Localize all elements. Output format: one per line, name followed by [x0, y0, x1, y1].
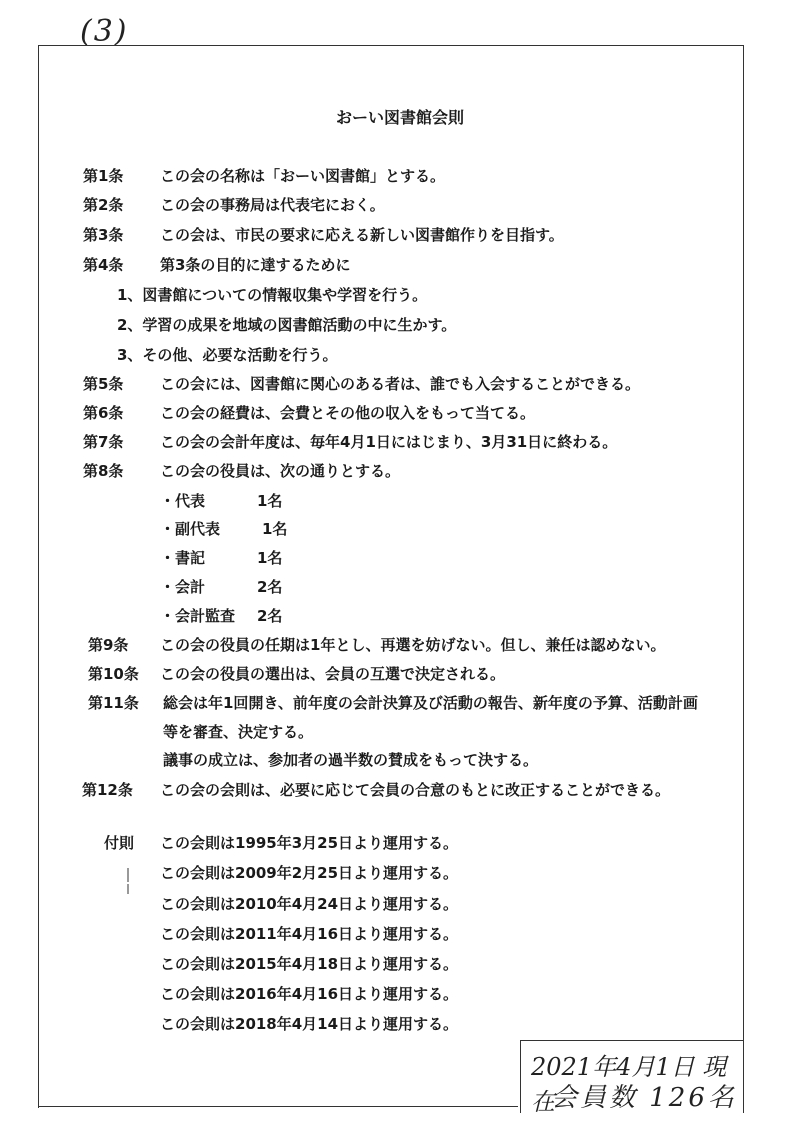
- supplementary-line: この会則は2011年4月16日より運用する。: [160, 925, 459, 943]
- article-label: 第11条: [88, 694, 139, 712]
- frame-bottom-border: [38, 1106, 518, 1107]
- officer-count: 1名: [257, 549, 283, 567]
- officer-representative: [160, 490, 205, 511]
- supplementary-line: この会則は2018年4月14日より運用する。: [160, 1015, 459, 1033]
- stamp-date: 2021年4月1日 現在: [531, 1053, 727, 1116]
- article-label: 第4条: [83, 256, 124, 274]
- supplementary-line: この会則は2015年4月18日より運用する。: [160, 955, 459, 973]
- membership-stamp: [520, 1040, 744, 1116]
- list-item: 1、図書館についての情報収集や学習を行う。: [117, 286, 428, 304]
- officer-auditor: ・会計監査: [160, 607, 236, 625]
- article-text: この会の役員は、次の通りとする。: [160, 462, 401, 480]
- pencil-mark: [127, 884, 129, 894]
- officer-count: 2名: [257, 578, 283, 596]
- article-label: 第8条: [83, 462, 124, 480]
- list-item: 2、学習の成果を地域の図書館活動の中に生かす。: [117, 316, 457, 334]
- officer-count: 2名: [257, 607, 283, 625]
- article-label: 第3条: [83, 226, 124, 244]
- article-label: 第2条: [83, 196, 124, 214]
- article-label: 第7条: [83, 433, 124, 451]
- article-text: この会の役員の任期は1年とし、再選を妨げない。但し、兼任は認めない。: [160, 636, 666, 654]
- article-text: 議事の成立は、参加者の過半数の賛成をもって決する。: [163, 751, 539, 769]
- article-label: 第5条: [83, 375, 124, 393]
- stamp-members: 会員数 126名: [551, 1083, 737, 1113]
- document-title: おーい図書館会則: [335, 108, 464, 127]
- officer-treasurer: ・会計: [160, 578, 206, 596]
- article-text: この会は、市民の要求に応える新しい図書館作りを目指す。: [160, 226, 564, 244]
- list-item: 3、その他、必要な活動を行う。: [117, 346, 338, 364]
- officer-count: 1名: [262, 520, 288, 538]
- supplementary-line: この会則は2010年4月24日より運用する。: [160, 895, 459, 913]
- supplementary-line: この会則は2009年2月25日より運用する。: [160, 864, 459, 882]
- officer-vice-representative: ・副代表: [160, 520, 221, 538]
- article-label: 第12条: [82, 781, 133, 799]
- supplementary-line: この会則は1995年3月25日より運用する。: [160, 834, 459, 852]
- supplementary-line: この会則は2016年4月16日より運用する。: [160, 985, 459, 1003]
- document-frame: [38, 45, 744, 1108]
- article-text: 総会は年1回開き、前年度の会計決算及び活動の報告、新年度の予算、活動計画: [163, 694, 698, 712]
- article-label: 第10条: [88, 665, 139, 683]
- article-label: 第9条: [88, 636, 129, 654]
- supplementary-label: 付則: [104, 834, 135, 852]
- article-text: この会の会則は、必要に応じて会員の合意のもとに改正することができる。: [160, 781, 671, 799]
- article-text: 第3条の目的に達するために: [160, 256, 351, 274]
- officer-role: ・代表: [160, 492, 206, 510]
- article-label: 第6条: [83, 404, 124, 422]
- officer-count: 1名: [257, 492, 283, 510]
- article-text: この会の事務局は代表宅におく。: [160, 196, 385, 214]
- article-label: 第1条: [83, 167, 124, 185]
- page-number: (3): [80, 14, 129, 49]
- article-text: 等を審査、決定する。: [163, 723, 314, 741]
- pencil-mark: [127, 868, 129, 882]
- officer-secretary: ・書記: [160, 549, 206, 567]
- article-text: この会の会計年度は、毎年4月1日にはじまり、3月31日に終わる。: [160, 433, 618, 451]
- article-text: この会の経費は、会費とその他の収入をもって当てる。: [160, 404, 536, 422]
- article-text: この会の名称は「おーい図書館」とする。: [160, 167, 446, 185]
- article-text: この会には、図書館に関心のある者は、誰でも入会することができる。: [160, 375, 641, 393]
- article-text: この会の役員の選出は、会員の互選で決定される。: [160, 665, 506, 683]
